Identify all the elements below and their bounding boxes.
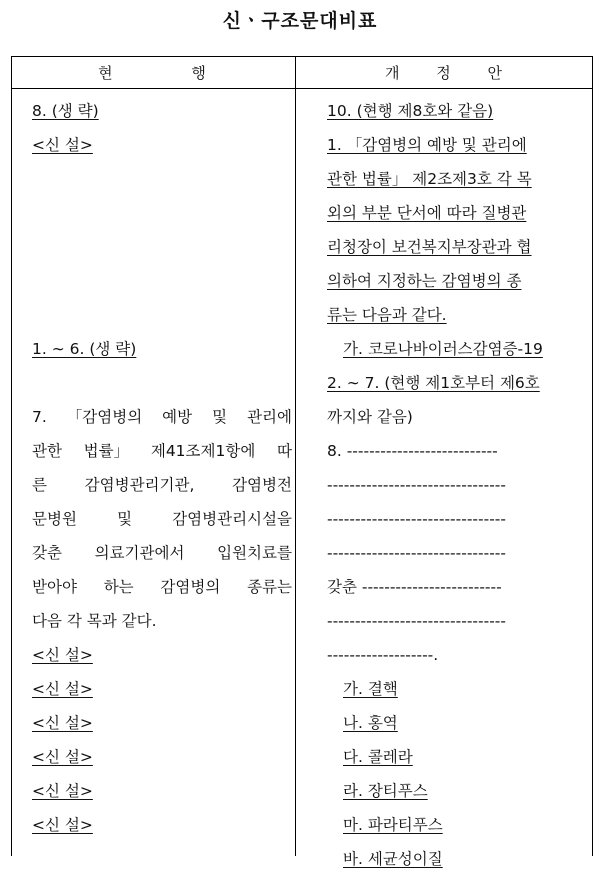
- disease-item: 마. 파라티푸스: [343, 816, 443, 834]
- new-provision-marker: <신 설>: [32, 714, 93, 732]
- header-current: 현 행: [98, 64, 208, 82]
- current-item-7-line: 른 감염병관리기관, 감염병전: [32, 476, 292, 494]
- new-provision-marker: <신 설>: [32, 816, 93, 834]
- unchanged-dashes: --------------------------------: [327, 544, 506, 562]
- current-item-7-line: 다음 각 목과 같다.: [32, 612, 157, 630]
- new-provision-marker: <신 설>: [32, 748, 93, 766]
- current-item-8: 8. (생 략): [32, 102, 99, 120]
- current-column: [32, 94, 292, 842]
- revised-items-2-7: 2. ∼ 7. (현행 제1호부터 제6호: [327, 374, 540, 392]
- new-provision-marker: <신 설>: [32, 680, 93, 698]
- document-title: 신ㆍ구조문대비표: [222, 10, 378, 32]
- current-item-7-line: 받아야 하는 감염병의 종류는: [32, 578, 292, 596]
- revised-item-8: 8. ---------------------------: [327, 442, 498, 460]
- unchanged-dashes-end: -------------------.: [327, 646, 439, 664]
- column-divider: [295, 56, 296, 856]
- revised-item-1-line: 관한 법률」 제2조제3호 각 목: [327, 170, 532, 188]
- disease-item: 바. 세균성이질: [343, 850, 443, 868]
- revised-item-10: 10. (현행 제8호와 같음): [327, 102, 494, 120]
- disease-item: 다. 콜레라: [343, 748, 413, 766]
- current-item-7-line: 7. 「감염병의 예방 및 관리에: [32, 408, 292, 426]
- current-item-7-line: 갖춘 의료기관에서 입원치료를: [32, 544, 292, 562]
- new-provision-marker: <신 설>: [32, 782, 93, 800]
- current-items-1-6: 1. ∼ 6. (생 략): [32, 340, 137, 358]
- revised-item-1-line: 1. 「감염병의 예방 및 관리에: [327, 136, 527, 154]
- new-provision-marker: <신 설>: [32, 136, 93, 154]
- disease-item: 라. 장티푸스: [343, 782, 428, 800]
- current-item-7-line: 문병원 및 감염병관리시설을: [32, 510, 292, 528]
- unchanged-dashes: --------------------------------: [327, 476, 506, 494]
- unchanged-dashes: --------------------------------: [327, 612, 506, 630]
- revised-gatchun-line: 갖춘 -------------------------: [327, 578, 502, 596]
- revised-item-1-line: 의하여 지정하는 감염병의 종: [327, 272, 522, 290]
- header-divider: [11, 88, 593, 89]
- unchanged-dashes: --------------------------------: [327, 510, 506, 528]
- revised-item-1-line: 리청장이 보건복지부장관과 협: [327, 238, 532, 256]
- revised-item-1-line: 류는 다음과 같다.: [327, 306, 447, 324]
- revised-items-2-7-cont: 까지와 같음): [327, 408, 413, 426]
- new-provision-marker: <신 설>: [32, 646, 93, 664]
- disease-item: 나. 홍역: [343, 714, 398, 732]
- current-item-7-line: 관한 법률」 제41조제1항에 따: [32, 442, 292, 460]
- header-revised: 개 정 안: [384, 64, 504, 82]
- revised-subitem-corona: 가. 코로나바이러스감염증-19: [343, 340, 543, 358]
- disease-item: 가. 결핵: [343, 680, 398, 698]
- revised-column: [327, 94, 589, 876]
- revised-item-1-line: 외의 부분 단서에 따라 질병관: [327, 204, 527, 222]
